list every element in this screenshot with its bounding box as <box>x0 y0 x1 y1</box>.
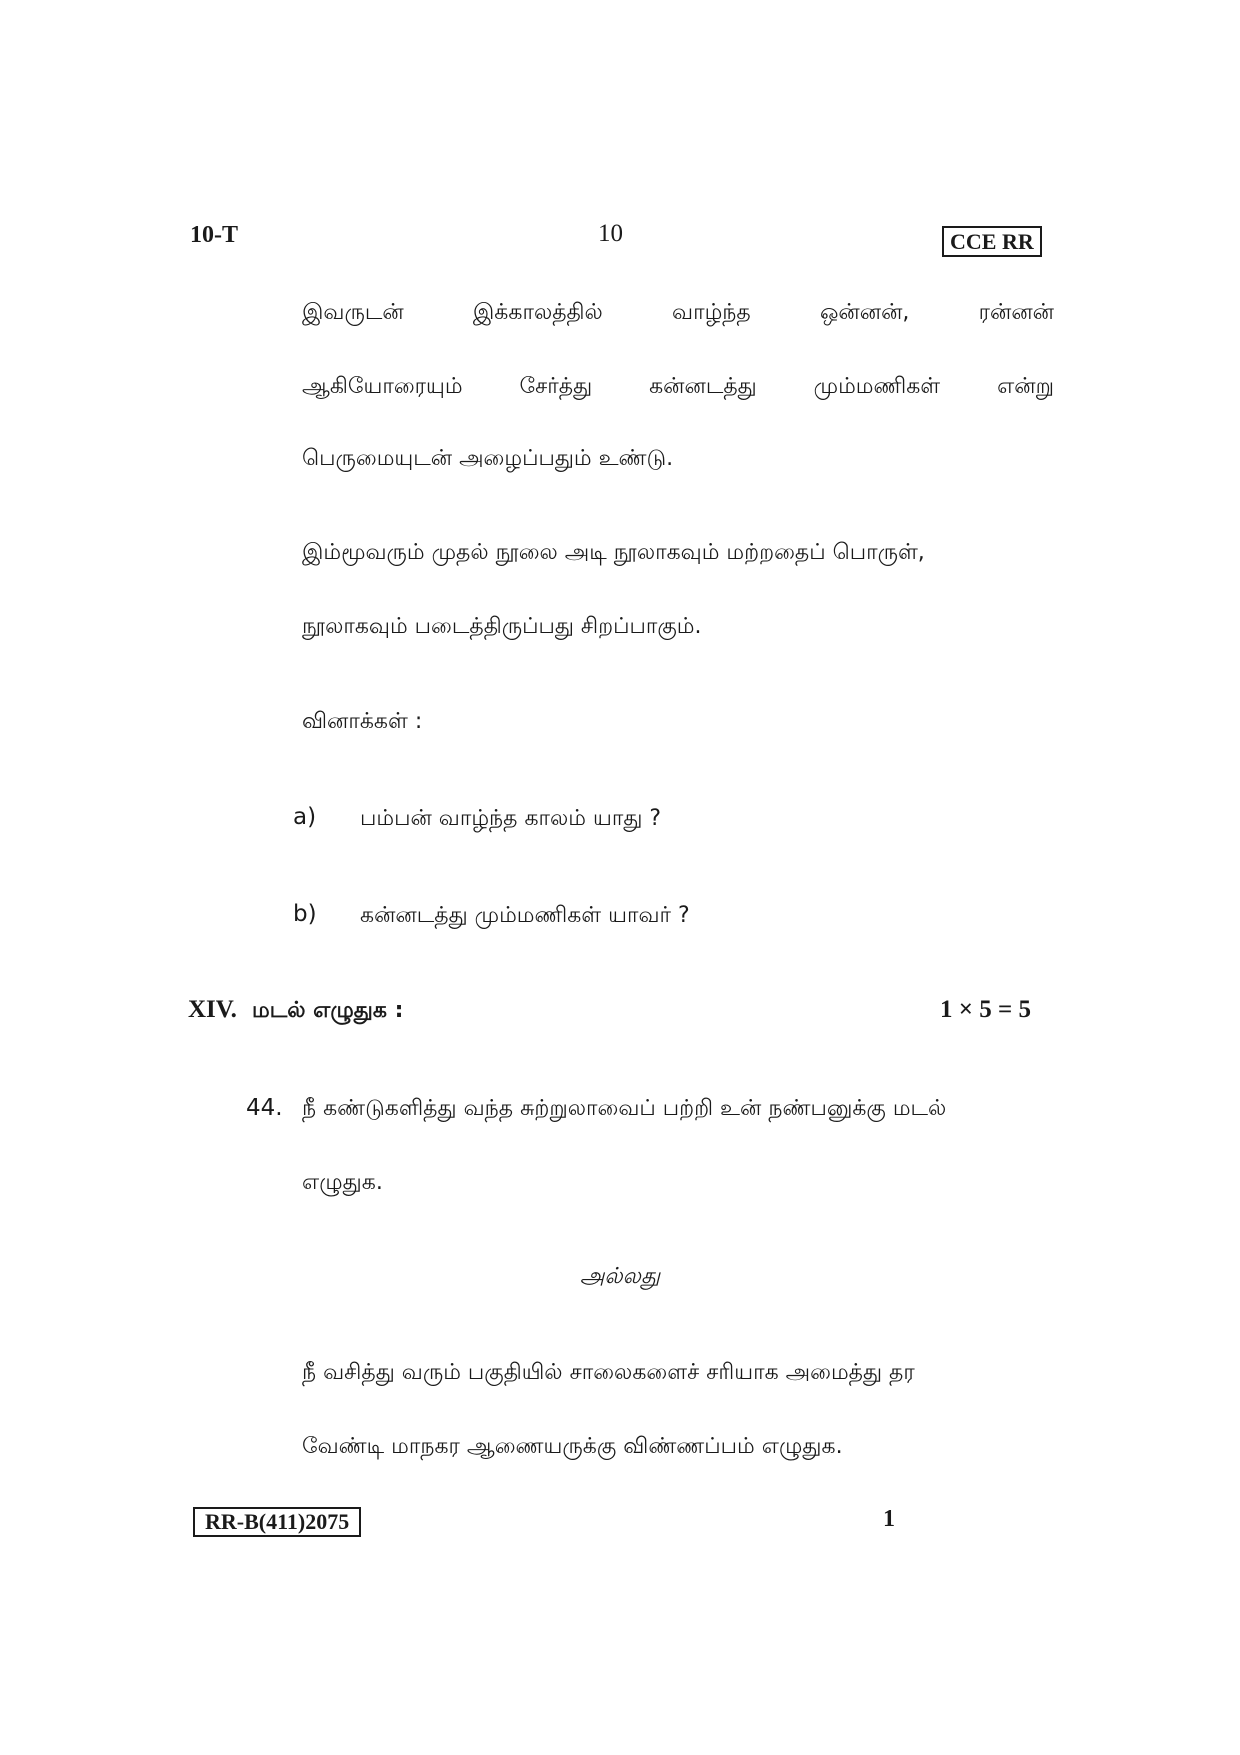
passage-word: ஒன்னன், <box>819 300 910 325</box>
section-marks: 1 × 5 = 5 <box>940 996 1031 1023</box>
page-number: 10 <box>598 220 623 247</box>
passage-word: என்று <box>997 374 1054 399</box>
or-separator: அல்லது <box>579 1264 661 1289</box>
passage-line-3: பெருமையுடன் அழைப்பதும் உண்டு. <box>302 446 674 471</box>
passage-word: மும்மணிகள் <box>813 374 941 399</box>
passage-line-4: இம்மூவரும் முதல் நூலை அடி நூலாகவும் மற்றதைப் பொருள், <box>302 540 925 565</box>
question-44-alt-line-2: வேண்டி மாநகர ஆணையருக்கு விண்ணப்பம் எழுதுக. <box>302 1434 843 1459</box>
question-a-text: பம்பன் வாழ்ந்த காலம் யாது ? <box>360 806 662 831</box>
exam-code-box: CCE RR <box>942 226 1042 257</box>
section-title: மடல் எழுதுக : <box>252 998 404 1023</box>
section-number: XIV. <box>188 996 237 1023</box>
passage-line-2 <box>302 374 1054 402</box>
passage-word: இவருடன் <box>302 300 404 325</box>
footer-sheet-number: 1 <box>883 1506 895 1532</box>
passage-word: இக்காலத்தில் <box>472 300 603 325</box>
question-44-number: 44. <box>246 1095 283 1121</box>
passage-line-5: நூலாகவும் படைத்திருப்பது சிறப்பாகும். <box>302 614 702 639</box>
passage-line-1 <box>302 300 1054 328</box>
question-44-line-1: நீ கண்டுகளித்து வந்த சுற்றுலாவைப் பற்றி உன் நண்பனுக்கு மடல் <box>302 1096 947 1121</box>
question-a-label: a) <box>293 804 317 830</box>
paper-code: 10-T <box>190 222 238 248</box>
question-44-line-2: எழுதுக. <box>302 1170 383 1195</box>
passage-word: சேர்த்து <box>519 374 593 399</box>
question-b-label: b) <box>293 901 317 927</box>
questions-heading: வினாக்கள் : <box>302 709 423 734</box>
question-44-alt-line-1: நீ வசித்து வரும் பகுதியில் சாலைகளைச் சரியாக அமைத்து தர <box>302 1360 915 1385</box>
passage-word: வாழ்ந்த <box>672 300 751 325</box>
passage-word: ரன்னன் <box>978 300 1054 325</box>
passage-word: ஆகியோரையும் <box>302 374 463 399</box>
question-b-text: கன்னடத்து மும்மணிகள் யாவர் ? <box>360 903 690 928</box>
passage-word: கன்னடத்து <box>649 374 757 399</box>
footer-code-box: RR-B(411)2075 <box>193 1507 361 1537</box>
